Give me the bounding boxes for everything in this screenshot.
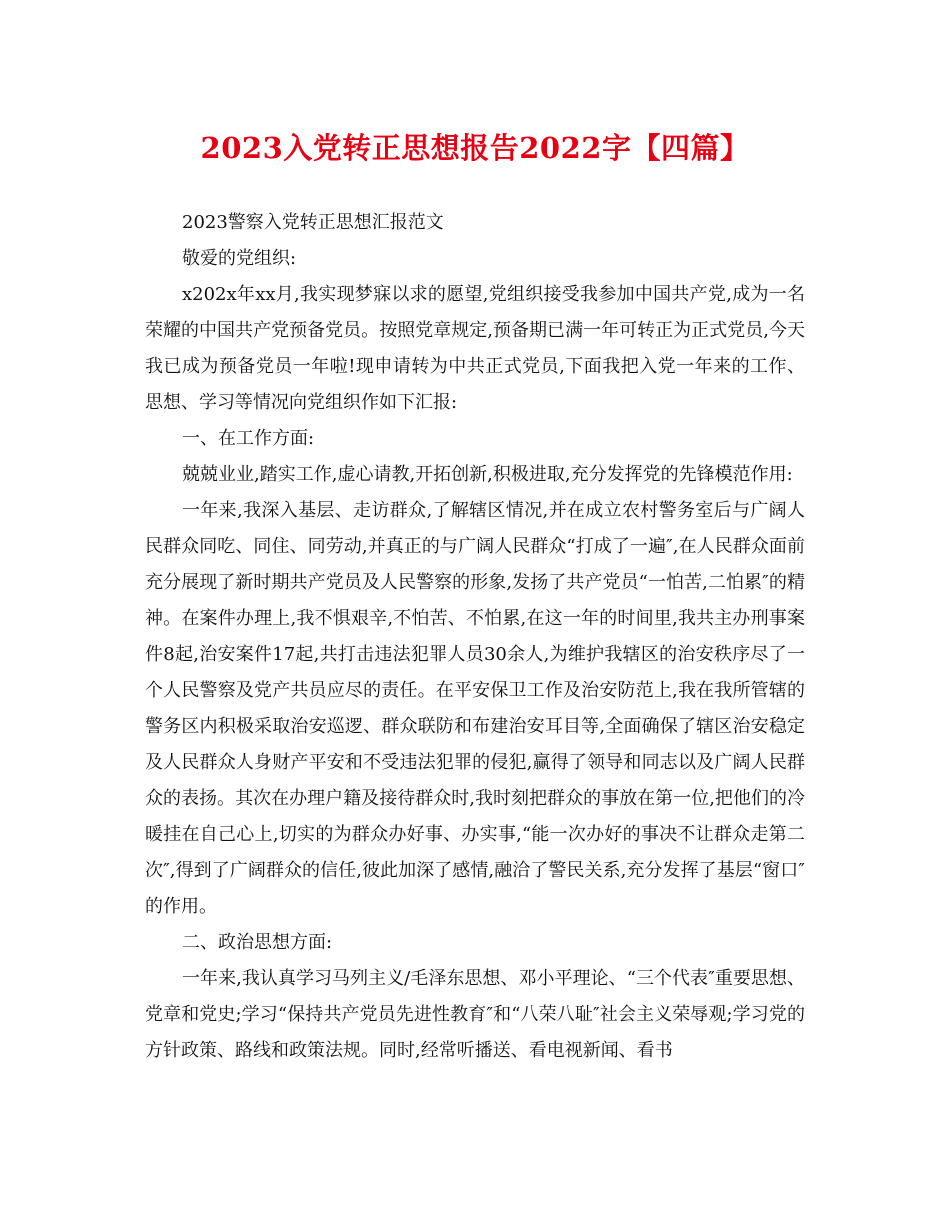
intro-paragraph: x202x年xx月,我实现梦寐以求的愿望,党组织接受我参加中国共产党,成为一名荣耀的中国共产党预备党员。按照党章规定,预备期已满一年可转正为正式党员,今天我已成为预备党员一年啦!现申请转为中共正式党员,下面我把入党一年来的工作、思想、学习等情况向党组织作如下汇报: [145, 284, 805, 413]
document-body [145, 205, 805, 1069]
heading-work: 一、在工作方面: [182, 428, 315, 449]
work-detail-paragraph: 一年来,我深入基层、走访群众,了解辖区情况,并在成立农村警务室后与广阔人民群众同吃、同住、同劳动,并真正的与广阔人民群众“打成了一遍″,在人民群众面前充分展现了新时期共产党员及人民警察的形象,发扬了共产党员“一怕苦,二怕累″的精神。在案件办理上,我不惧艰辛,不怕苦、不怕累,在这一年的时间里,我共主办刑事案件8起,治安案件17起,共打击违法犯罪人员30余人,为维护我辖区的治安秩序尽了一个人民警察及党产共员应尽的责任。在平安保卫工作及治安防范上,我在我所管辖的警务区内积极采取治安巡逻、群众联防和布建治安耳目等,全面确保了辖区治安稳定及人民群众人身财产平安和不受违法犯罪的侵犯,赢得了领导和同志以及广阔人民群众的表扬。其次在办理户籍及接待群众时,我时刻把群众的事放在第一位,把他们的冷暖挂在自己心上,切实的为群众办好事、办实事,“能一次办好的事决不让群众走第二次″,得到了广阔群众的信任,彼此加深了感情,融洽了警民关系,充分发挥了基层“窗口″的作用。 [145, 500, 805, 917]
section-subtitle: 2023警察入党转正思想汇报范文 [182, 212, 444, 233]
political-paragraph: 一年来,我认真学习马列主义/毛泽东思想、邓小平理论、“三个代表″重要思想、党章和党史;学习“保持共产党员先进性教育″和“八荣八耻″社会主义荣辱观;学习党的方针政策、路线和政策法规。同时,经常听播送、看电视新闻、看书 [145, 968, 805, 1061]
heading-political: 二、政治思想方面: [182, 932, 333, 953]
work-summary-paragraph: 兢兢业业,踏实工作,虚心请教,开拓创新,积极进取,充分发挥党的先锋模范作用: [182, 464, 793, 485]
document-title: 2023入党转正思想报告2022字【四篇】 [200, 131, 750, 165]
salutation: 敬爱的党组织: [182, 248, 297, 269]
